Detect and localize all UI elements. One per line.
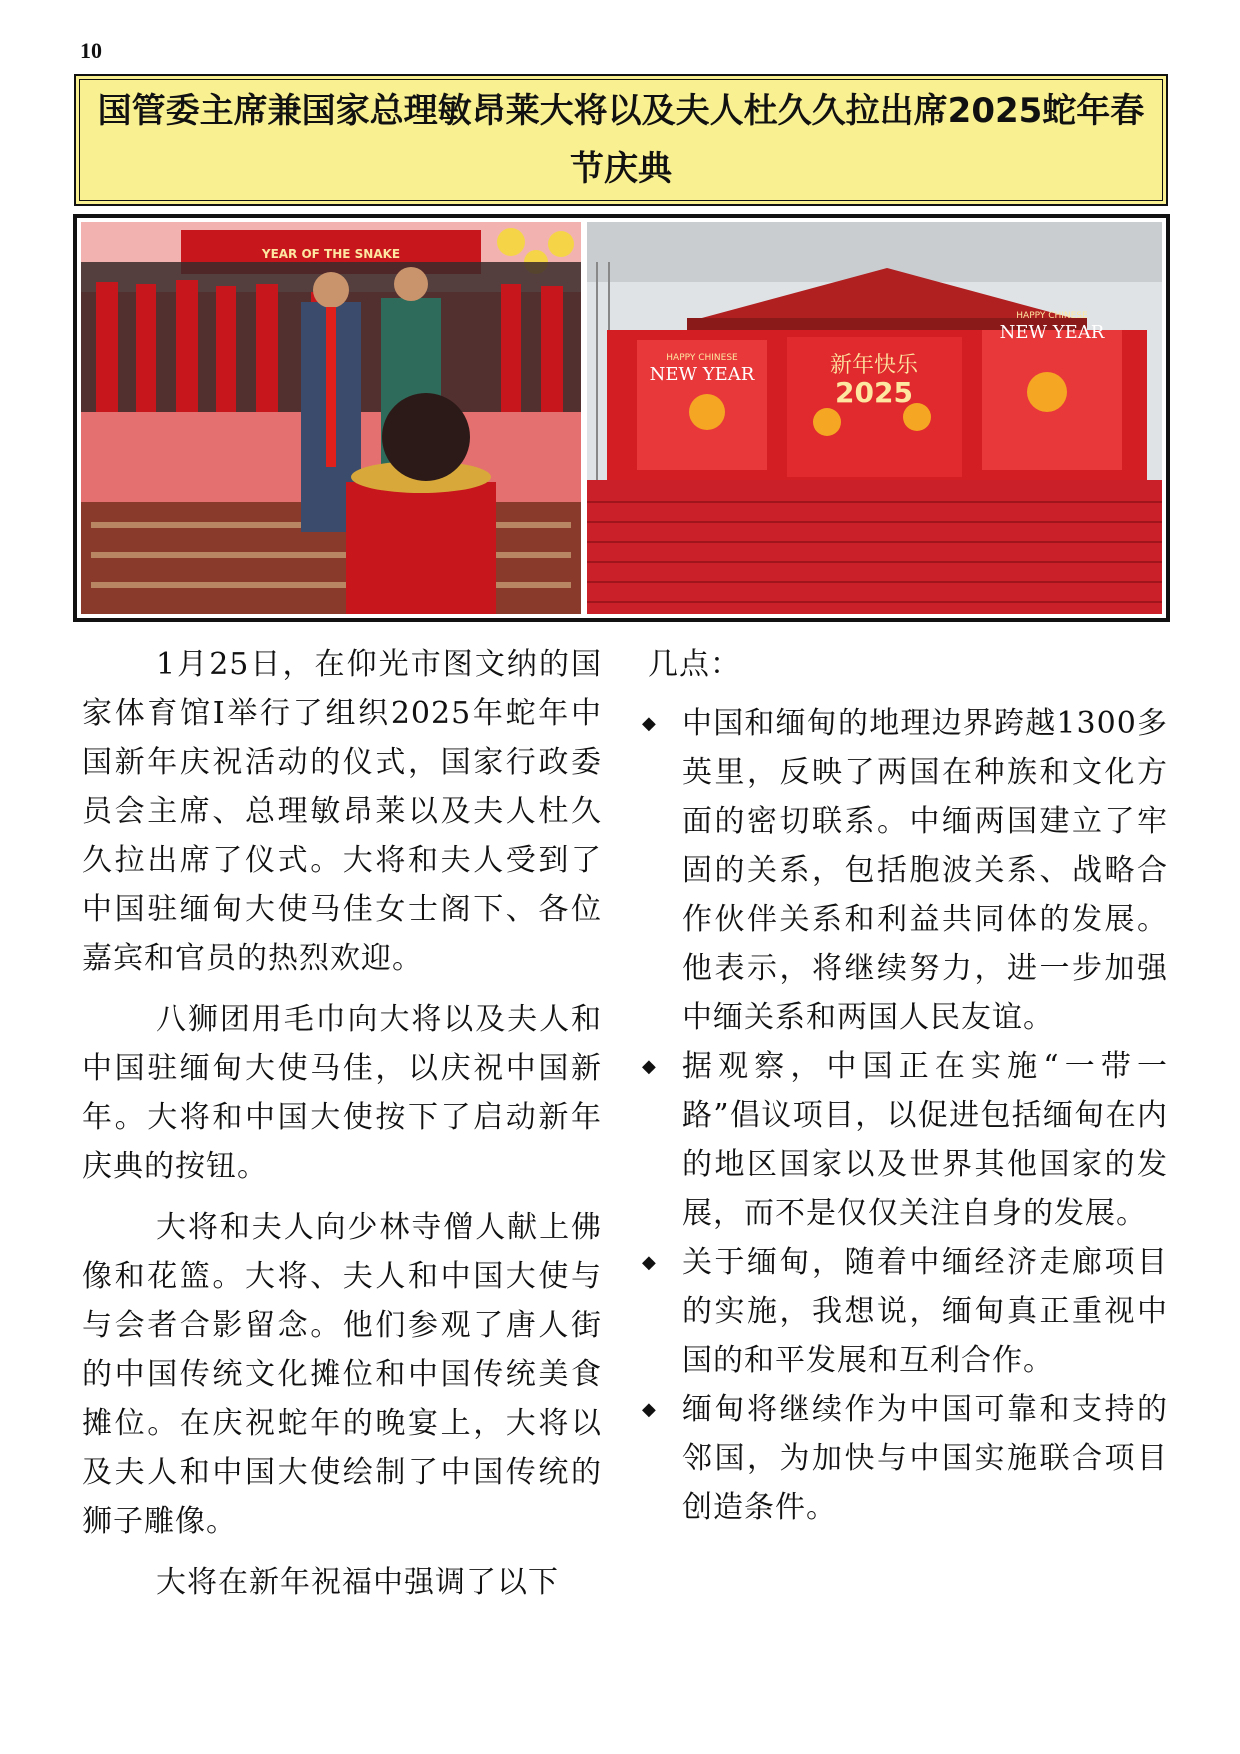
bullet-text-4: 缅甸将继续作为中国可靠和支持的邻国，为加快与中国实施联合项目创造条件。 [682, 1392, 1168, 1525]
title-box [74, 74, 1168, 206]
paragraph-continuation: 几点： [648, 647, 741, 682]
stage-photo [587, 222, 1162, 614]
diamond-bullet-icon: ◆ [642, 1056, 657, 1077]
ceremony-photo-illustration [81, 222, 581, 614]
diamond-bullet-icon: ◆ [642, 1252, 657, 1273]
stage-photo-illustration [587, 222, 1162, 614]
paragraph-1: 1月25日，在仰光市图文纳的国家体育馆I举行了组织2025年蛇年中国新年庆祝活动的仪式，国家行政委员会主席、总理敏昂莱以及夫人杜久久拉出席了仪式。大将和夫人受到了中国驻缅甸大使马佳女士阁下、各位嘉宾和官员的热烈欢迎。 [82, 647, 602, 976]
stage-right-small-text: HAPPY CHINESE [1016, 311, 1088, 321]
page-title: 国管委主席兼国家总理敏昂莱大将以及夫人杜久久拉出席2025蛇年春节庆典 [97, 91, 1145, 189]
diamond-bullet-icon: ◆ [642, 1399, 657, 1420]
photo-frame [73, 214, 1170, 622]
left-column [82, 640, 602, 1607]
paragraph-3: 大将和夫人向少林寺僧人献上佛像和花篮。大将、夫人和中国大使与与会者合影留念。他们参观了唐人街的中国传统文化摊位和中国传统美食摊位。在庆祝蛇年的晚宴上，大将以及夫人和中国大使绘制了中国传统的狮子雕像。 [82, 1210, 602, 1539]
bullet-item-2 [642, 1042, 1168, 1238]
stage-center-year: 2025 [835, 376, 913, 409]
paragraph-4: 大将在新年祝福中强调了以下 [156, 1565, 559, 1600]
ceremony-photo [81, 222, 581, 614]
page-number: 10 [80, 38, 102, 63]
stage-left-text: NEW YEAR [649, 364, 755, 385]
bullet-text-3: 关于缅甸，随着中缅经济走廊项目的实施，我想说，缅甸真正重视中国的和平发展和互利合作。 [682, 1245, 1168, 1378]
paragraph-2: 八狮团用毛巾向大将以及夫人和中国驻缅甸大使马佳，以庆祝中国新年。大将和中国大使按下了启动新年庆典的按钮。 [82, 1002, 602, 1184]
ceremony-banner-text: YEAR OF THE SNAKE [261, 247, 401, 261]
bullet-text-2: 据观察，中国正在实施“一带一路”倡议项目，以促进包括缅甸在内的地区国家以及世界其他国家的发展，而不是仅仅关注自身的发展。 [682, 1049, 1168, 1231]
stage-center-text: 新年快乐 [829, 353, 919, 378]
bullet-item-3 [642, 1238, 1168, 1385]
bullet-text-1: 中国和缅甸的地理边界跨越1300多英里，反映了两国在种族和文化方面的密切联系。中缅两国建立了牢固的关系，包括胞波关系、战略合作伙伴关系和利益共同体的发展。他表示，将继续努力，进一步加强中缅关系和两国人民友谊。 [682, 706, 1168, 1035]
bullet-item-4 [642, 1385, 1168, 1532]
stage-right-text: NEW YEAR [999, 322, 1105, 343]
stage-left-small-text: HAPPY CHINESE [666, 353, 738, 363]
diamond-bullet-icon: ◆ [642, 713, 657, 734]
bullet-item-1 [642, 699, 1168, 1042]
right-column [642, 640, 1168, 1532]
